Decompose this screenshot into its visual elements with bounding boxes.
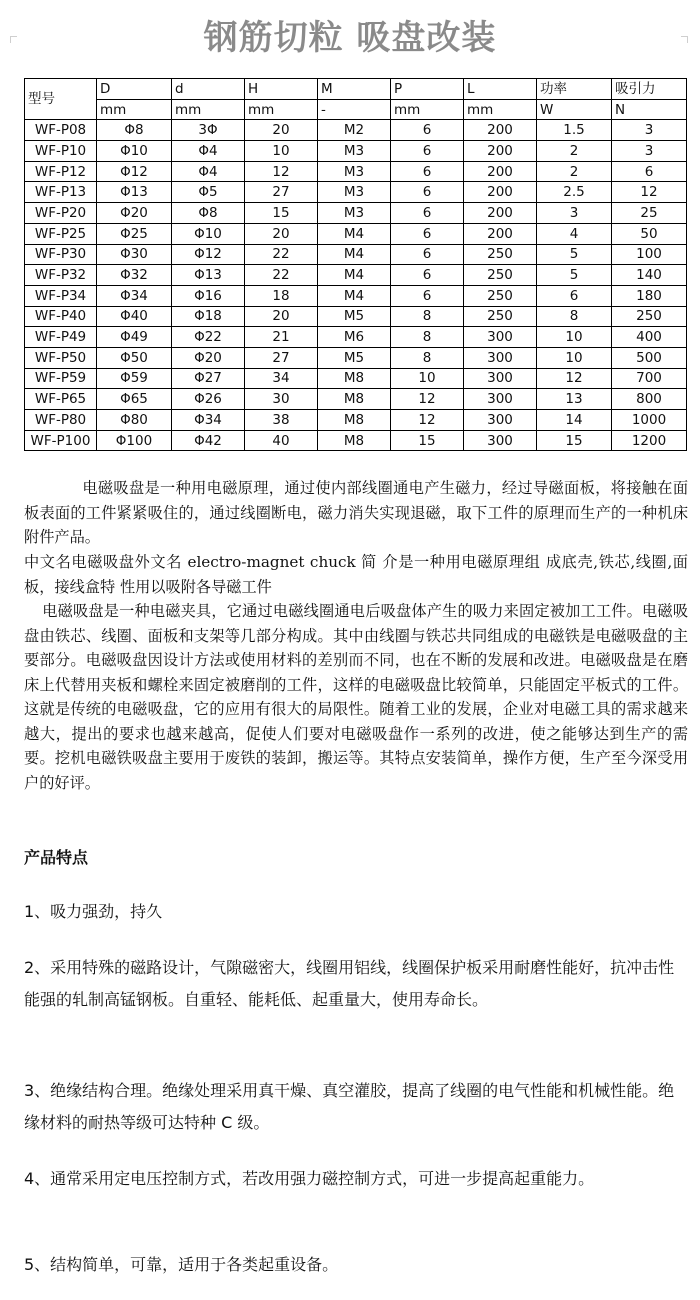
header-cell: H — [245, 79, 318, 100]
table-row — [25, 161, 687, 182]
table-cell: Φ30 — [97, 244, 172, 265]
table-row — [25, 347, 687, 368]
table-cell: 200 — [464, 203, 537, 224]
table-cell: 250 — [464, 265, 537, 286]
table-cell: M3 — [318, 141, 391, 162]
table-body — [25, 120, 687, 451]
table-cell: 6 — [391, 223, 464, 244]
unit-cell: N — [612, 99, 687, 120]
table-row — [25, 223, 687, 244]
table-cell: Φ34 — [172, 410, 245, 431]
table-cell: 100 — [612, 244, 687, 265]
model-cell: WF-P20 — [25, 203, 97, 224]
table-cell: Φ8 — [97, 120, 172, 141]
header-cell: d — [172, 79, 245, 100]
table-cell: 15 — [391, 430, 464, 451]
table-cell: 5 — [537, 265, 612, 286]
table-row — [25, 244, 687, 265]
table-cell: 6 — [391, 244, 464, 265]
table-cell: M4 — [318, 265, 391, 286]
unit-cell: mm — [97, 99, 172, 120]
table-cell: 200 — [464, 223, 537, 244]
table-cell: 34 — [245, 368, 318, 389]
table-row — [25, 182, 687, 203]
spec-table — [24, 78, 687, 451]
table-cell: 6 — [612, 161, 687, 182]
table-cell: M8 — [318, 410, 391, 431]
table-cell: Φ50 — [97, 347, 172, 368]
table-cell: 1.5 — [537, 120, 612, 141]
features-heading: 产品特点 — [24, 848, 89, 867]
table-cell: Φ34 — [97, 285, 172, 306]
model-cell: WF-P34 — [25, 285, 97, 306]
model-cell: WF-P40 — [25, 306, 97, 327]
table-cell: 300 — [464, 347, 537, 368]
page-title: 钢筋切粒 吸盘改装 — [203, 18, 497, 58]
table-unit-row — [25, 99, 687, 120]
table-cell: 15 — [245, 203, 318, 224]
table-cell: Φ4 — [172, 141, 245, 162]
table-cell: 500 — [612, 347, 687, 368]
table-cell: 200 — [464, 182, 537, 203]
header-cell: 吸引力 — [612, 79, 687, 100]
table-cell: Φ100 — [97, 430, 172, 451]
intro-text: 电磁吸盘是一种用电磁原理，通过使内部线圈通电产生磁力，经过导磁面板，将接触在面板表面的工件紧紧吸住的，通过线圈断电，磁力消失实现退磁，取下工件的原理而生产的一种机床附件产品。 — [24, 479, 688, 546]
table-cell: Φ49 — [97, 327, 172, 348]
table-cell: 10 — [537, 347, 612, 368]
table-cell: Φ4 — [172, 161, 245, 182]
table-cell: Φ25 — [97, 223, 172, 244]
table-row — [25, 203, 687, 224]
table-cell: 5 — [537, 244, 612, 265]
table-cell: 200 — [464, 161, 537, 182]
table-cell: 12 — [537, 368, 612, 389]
table-cell: 6 — [391, 161, 464, 182]
header-cell: M — [318, 79, 391, 100]
table-cell: 300 — [464, 368, 537, 389]
feature-item-4: 4、通常采用定电压控制方式，若改用强力磁控制方式，可进一步提高起重能力。 — [24, 1169, 595, 1188]
table-row — [25, 368, 687, 389]
table-cell: 200 — [464, 120, 537, 141]
table-cell: Φ20 — [97, 203, 172, 224]
table-cell: 300 — [464, 410, 537, 431]
table-cell: 3 — [612, 120, 687, 141]
table-cell: M5 — [318, 347, 391, 368]
table-cell: M3 — [318, 182, 391, 203]
feature-item-2: 2、采用特殊的磁路设计，气隙磁密大，线圈用铝线，线圈保护板采用耐磨性能好，抗冲击性能强的轧制高锰钢板。自重轻、能耗低、起重量大，使用寿命长。 — [24, 958, 675, 1009]
table-cell: 10 — [391, 368, 464, 389]
table-cell: Φ26 — [172, 389, 245, 410]
table-cell: Φ20 — [172, 347, 245, 368]
table-cell: 250 — [464, 244, 537, 265]
table-cell: Φ27 — [172, 368, 245, 389]
table-cell: Φ5 — [172, 182, 245, 203]
description-text: 电磁吸盘是一种电磁夹具，它通过电磁线圈通电后吸盘体产生的吸力来固定被加工工件。电磁吸盘由铁芯、线圈、面板和支架等几部分构成。其中由线圈与铁芯共同组成的电磁铁是电磁吸盘的主要部分。电磁吸盘因设计方法或使用材料的差别而不同，也在不断的发展和改进。电磁吸盘是在磨床上代替用夹板和螺栓来固定被磨削的工件，这样的电磁吸盘比较简单，只能固定平板式的工件。这就是传统的电磁吸盘，它的应用有很大的局限性。随着工业的发展，企业对电磁工具的需求越来越大，提出的要求也越来越高，促使人们要对电磁吸盘作一系列的改进，使之能够达到生产的需要。挖机电磁铁吸盘主要用于废铁的装卸，搬运等。其特点安装简单，操作方便，生产至今深受用户的好评。 — [24, 602, 688, 792]
table-cell: M8 — [318, 389, 391, 410]
description-paragraph — [24, 599, 688, 795]
table-cell: 20 — [245, 120, 318, 141]
unit-cell: mm — [391, 99, 464, 120]
model-cell: WF-P50 — [25, 347, 97, 368]
table-cell: M3 — [318, 161, 391, 182]
model-cell: WF-P59 — [25, 368, 97, 389]
table-cell: Φ10 — [172, 223, 245, 244]
table-cell: Φ32 — [97, 265, 172, 286]
table-cell: 10 — [245, 141, 318, 162]
table-cell: 25 — [612, 203, 687, 224]
table-cell: Φ13 — [172, 265, 245, 286]
table-cell: 180 — [612, 285, 687, 306]
table-cell: Φ40 — [97, 306, 172, 327]
table-cell: 21 — [245, 327, 318, 348]
table-cell: 2 — [537, 141, 612, 162]
table-cell: M4 — [318, 244, 391, 265]
table-cell: 8 — [391, 306, 464, 327]
table-cell: Φ22 — [172, 327, 245, 348]
table-cell: Φ16 — [172, 285, 245, 306]
model-cell: WF-P25 — [25, 223, 97, 244]
table-cell: 800 — [612, 389, 687, 410]
table-row — [25, 141, 687, 162]
table-cell: 14 — [537, 410, 612, 431]
table-cell: Φ12 — [172, 244, 245, 265]
name-paragraph: 中文名电磁吸盘外文名 electro-magnet chuck 简 介是一种用电磁原理组 成底壳,铁芯,线圈,面板，接线盒特 性用以吸附各导磁工件 — [24, 553, 688, 596]
table-cell: 700 — [612, 368, 687, 389]
table-cell: Φ13 — [97, 182, 172, 203]
table-row — [25, 265, 687, 286]
table-cell: Φ80 — [97, 410, 172, 431]
table-cell: 2.5 — [537, 182, 612, 203]
table-cell: 6 — [391, 141, 464, 162]
table-cell: M4 — [318, 223, 391, 244]
model-cell: WF-P49 — [25, 327, 97, 348]
table-row — [25, 389, 687, 410]
unit-cell: mm — [464, 99, 537, 120]
table-cell: 6 — [391, 203, 464, 224]
model-cell: WF-P30 — [25, 244, 97, 265]
table-cell: 27 — [245, 347, 318, 368]
table-cell: 6 — [391, 265, 464, 286]
table-cell: 250 — [612, 306, 687, 327]
table-cell: 38 — [245, 410, 318, 431]
table-cell: 3 — [612, 141, 687, 162]
table-cell: M4 — [318, 285, 391, 306]
table-cell: 6 — [537, 285, 612, 306]
model-cell: WF-P08 — [25, 120, 97, 141]
table-cell: M3 — [318, 203, 391, 224]
feature-item-1: 1、吸力强劲，持久 — [24, 902, 163, 921]
table-cell: 300 — [464, 430, 537, 451]
model-cell: WF-P10 — [25, 141, 97, 162]
table-cell: 140 — [612, 265, 687, 286]
model-cell: WF-P32 — [25, 265, 97, 286]
table-cell: 250 — [464, 306, 537, 327]
table-cell: Φ18 — [172, 306, 245, 327]
table-cell: 8 — [391, 327, 464, 348]
table-cell: 1000 — [612, 410, 687, 431]
intro-paragraph — [24, 476, 688, 550]
table-cell: Φ8 — [172, 203, 245, 224]
table-cell: 13 — [537, 389, 612, 410]
table-row — [25, 120, 687, 141]
table-cell: 1200 — [612, 430, 687, 451]
table-cell: Φ42 — [172, 430, 245, 451]
table-cell: 12 — [245, 161, 318, 182]
table-cell: 50 — [612, 223, 687, 244]
header-cell: L — [464, 79, 537, 100]
header-model: 型号 — [25, 79, 97, 120]
header-cell: D — [97, 79, 172, 100]
table-header-row — [25, 79, 687, 100]
model-cell: WF-P12 — [25, 161, 97, 182]
table-row — [25, 410, 687, 431]
table-cell: 4 — [537, 223, 612, 244]
table-row — [25, 306, 687, 327]
table-cell: 8 — [537, 306, 612, 327]
table-cell: 6 — [391, 285, 464, 306]
model-cell: WF-P80 — [25, 410, 97, 431]
table-cell: 15 — [537, 430, 612, 451]
table-cell: M8 — [318, 368, 391, 389]
table-cell: 300 — [464, 327, 537, 348]
unit-cell: mm — [172, 99, 245, 120]
table-cell: 27 — [245, 182, 318, 203]
table-cell: 20 — [245, 223, 318, 244]
table-cell: 10 — [537, 327, 612, 348]
table-cell: 8 — [391, 347, 464, 368]
table-cell: Φ12 — [97, 161, 172, 182]
table-cell: 22 — [245, 265, 318, 286]
table-cell: 3 — [537, 203, 612, 224]
table-cell: 6 — [391, 182, 464, 203]
table-row — [25, 285, 687, 306]
feature-item-3: 3、绝缘结构合理。绝缘处理采用真干燥、真空灌胶，提高了线圈的电气性能和机械性能。绝缘材料的耐热等级可达特种 C 级。 — [24, 1081, 675, 1132]
table-cell: 20 — [245, 306, 318, 327]
table-cell: 12 — [612, 182, 687, 203]
table-cell: 2 — [537, 161, 612, 182]
table-cell: Φ10 — [97, 141, 172, 162]
table-row — [25, 430, 687, 451]
table-cell: 250 — [464, 285, 537, 306]
header-cell: P — [391, 79, 464, 100]
table-row — [25, 327, 687, 348]
table-cell: Φ65 — [97, 389, 172, 410]
table-cell: 12 — [391, 389, 464, 410]
table-cell: 18 — [245, 285, 318, 306]
unit-cell: W — [537, 99, 612, 120]
table-cell: Φ59 — [97, 368, 172, 389]
feature-item-5: 5、结构简单，可靠，适用于各类起重设备。 — [24, 1255, 339, 1274]
table-cell: 12 — [391, 410, 464, 431]
table-cell: M5 — [318, 306, 391, 327]
table-cell: 6 — [391, 120, 464, 141]
table-cell: M6 — [318, 327, 391, 348]
table-cell: 30 — [245, 389, 318, 410]
table-cell: 22 — [245, 244, 318, 265]
model-cell: WF-P65 — [25, 389, 97, 410]
model-cell: WF-P100 — [25, 430, 97, 451]
table-cell: 200 — [464, 141, 537, 162]
table-cell: M8 — [318, 430, 391, 451]
table-cell: 400 — [612, 327, 687, 348]
header-cell: 功率 — [537, 79, 612, 100]
table-cell: 300 — [464, 389, 537, 410]
table-cell: M2 — [318, 120, 391, 141]
table-cell: 40 — [245, 430, 318, 451]
model-cell: WF-P13 — [25, 182, 97, 203]
table-cell: 3Φ — [172, 120, 245, 141]
unit-cell: - — [318, 99, 391, 120]
unit-cell: mm — [245, 99, 318, 120]
